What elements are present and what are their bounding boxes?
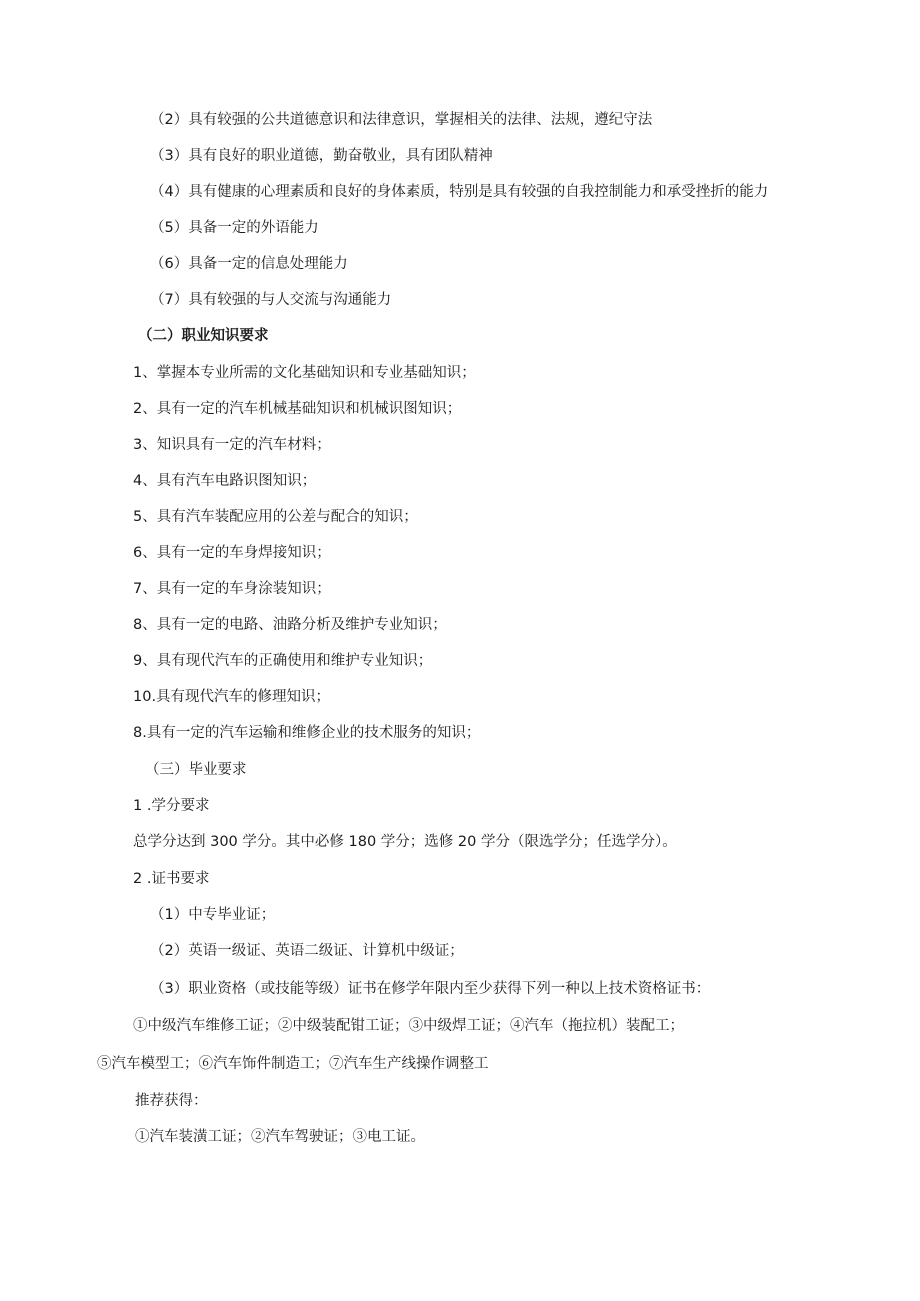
certificate-list-line: ①中级汽车维修工证；②中级装配钳工证；③中级焊工证；④汽车（拖拉机）装配工； [133, 1018, 684, 1034]
recommended-label: 推荐获得： [135, 1093, 208, 1109]
credits-text: 总学分达到 300 学分。其中必修 180 学分；选修 20 学分（限选学分；任选学分）。 [133, 834, 677, 850]
knowledge-item: 2、具有一定的汽车机械基础知识和机械识图知识； [133, 401, 462, 417]
knowledge-item: 4、具有汽车电路识图知识； [133, 473, 317, 489]
quality-item: （3）具有良好的职业道德，勤奋敬业，具有团队精神 [150, 148, 493, 164]
recommended-list: ①汽车装潢工证；②汽车驾驶证；③电工证。 [135, 1129, 425, 1145]
knowledge-item: 8、具有一定的电路、油路分析及维护专业知识； [133, 617, 447, 633]
quality-item: （2）具有较强的公共道德意识和法律意识，掌握相关的法律、法规，遵纪守法 [150, 112, 653, 128]
certificate-item: （2）英语一级证、英语二级证、计算机中级证； [150, 943, 464, 959]
knowledge-item: 5、具有汽车装配应用的公差与配合的知识； [133, 509, 418, 525]
knowledge-item: 3、知识具有一定的汽车材料； [133, 437, 331, 453]
certificate-item: （3）职业资格（或技能等级）证书在修学年限内至少获得下列一种以上技术资格证书： [150, 981, 711, 997]
knowledge-item: 6、具有一定的车身焊接知识； [133, 545, 331, 561]
certificate-item: （1）中专毕业证； [150, 907, 276, 923]
knowledge-item: 1、掌握本专业所需的文化基础知识和专业基础知识； [133, 365, 476, 381]
quality-item: （7）具有较强的与人交流与沟通能力 [150, 292, 392, 308]
section-heading-graduation: （三）毕业要求 [145, 762, 247, 778]
knowledge-item: 10.具有现代汽车的修理知识； [133, 689, 331, 705]
certificate-list-line: ⑤汽车模型工；⑥汽车饰件制造工；⑦汽车生产线操作调整工 [97, 1056, 489, 1072]
quality-item: （6）具备一定的信息处理能力 [150, 256, 348, 272]
knowledge-item: 8.具有一定的汽车运输和维修企业的技术服务的知识； [133, 725, 481, 741]
section-heading-knowledge: （二）职业知识要求 [138, 328, 269, 344]
knowledge-item: 9、具有现代汽车的正确使用和维护专业知识； [133, 653, 433, 669]
knowledge-item: 7、具有一定的车身涂装知识； [133, 581, 331, 597]
quality-item: （4）具有健康的心理素质和良好的身体素质，特别是具有较强的自我控制能力和承受挫折的能力 [150, 184, 769, 200]
certificates-heading: 2 .证书要求 [133, 871, 210, 887]
credits-heading: 1 .学分要求 [133, 798, 210, 814]
quality-item: （5）具备一定的外语能力 [150, 220, 319, 236]
